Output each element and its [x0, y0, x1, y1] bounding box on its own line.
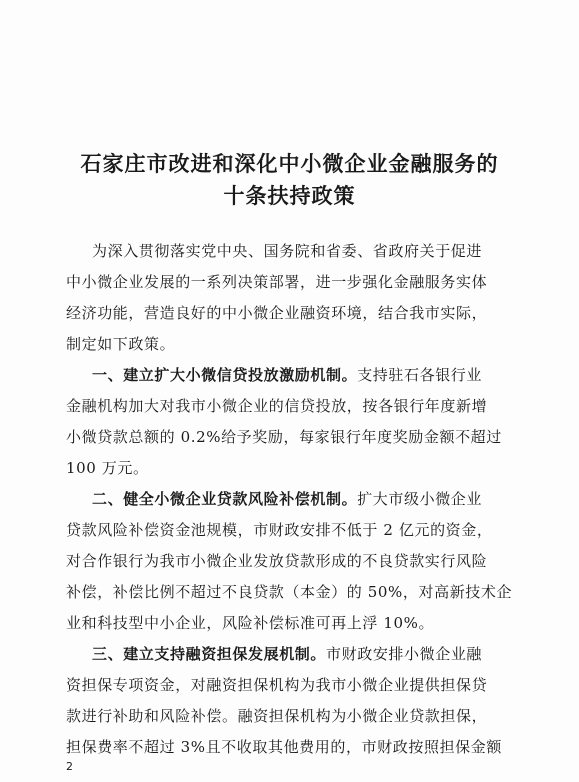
document-title-line-2: 十条扶持政策 — [223, 184, 356, 208]
intro-line: 为深入贯彻落实党中央、国务院和省委、省政府关于促进 — [92, 242, 483, 260]
policy-2-first-line — [92, 489, 521, 509]
document-title-line-1: 石家庄市改进和深化中小微企业金融服务的 — [80, 152, 499, 176]
policy-3-text: 市财政安排小微企业融 — [326, 645, 483, 663]
intro-line: 制定如下政策。 — [66, 335, 176, 353]
policy-2-line: 补偿，补偿比例不超过不良贷款（本金）的 50%，对高新技术企 — [66, 583, 513, 601]
policy-1-line: 金融机构加大对我市小微企业的信贷投放，按各银行年度新增 — [66, 397, 488, 415]
intro-line: 中小微企业发展的一系列决策部署，进一步强化金融服务实体 — [66, 273, 488, 291]
intro-line: 经济功能，营造良好的中小微企业融资环境，结合我市实际， — [66, 304, 488, 322]
policy-2-heading: 二、健全小微企业贷款风险补偿机制。 — [92, 490, 358, 508]
page-number: 2 — [66, 760, 73, 773]
policy-3-line: 款进行补助和风险补偿。融资担保机构为小微企业贷款担保， — [66, 707, 488, 725]
policy-1-heading: 一、建立扩大小微信贷投放激励机制。 — [92, 366, 358, 384]
policy-1-first-line — [92, 365, 521, 385]
policy-2-text: 扩大市级小微企业 — [357, 490, 483, 508]
policy-3-line: 担保费率不超过 3%且不收取其他费用的，市财政按照担保金额 — [66, 738, 502, 756]
policy-3-first-line — [92, 644, 521, 664]
policy-2-line: 业和科技型中小企业，风险补偿标准可再上浮 10%。 — [66, 614, 435, 632]
policy-2-line: 贷款风险补偿资金池规模，市财政安排不低于 2 亿元的资金， — [66, 521, 493, 539]
policy-3-heading: 三、建立支持融资担保发展机制。 — [92, 645, 327, 663]
policy-2-line: 对合作银行为我市小微企业发放贷款形成的不良贷款实行风险 — [66, 552, 488, 570]
policy-3-line: 资担保专项资金，对融资担保机构为我市小微企业提供担保贷 — [66, 676, 488, 694]
policy-1-line: 小微贷款总额的 0.2%给予奖励，每家银行年度奖励金额不超过 — [66, 428, 502, 446]
policy-1-text: 支持驻石各银行业 — [357, 366, 483, 384]
policy-1-line: 100 万元。 — [66, 459, 149, 477]
